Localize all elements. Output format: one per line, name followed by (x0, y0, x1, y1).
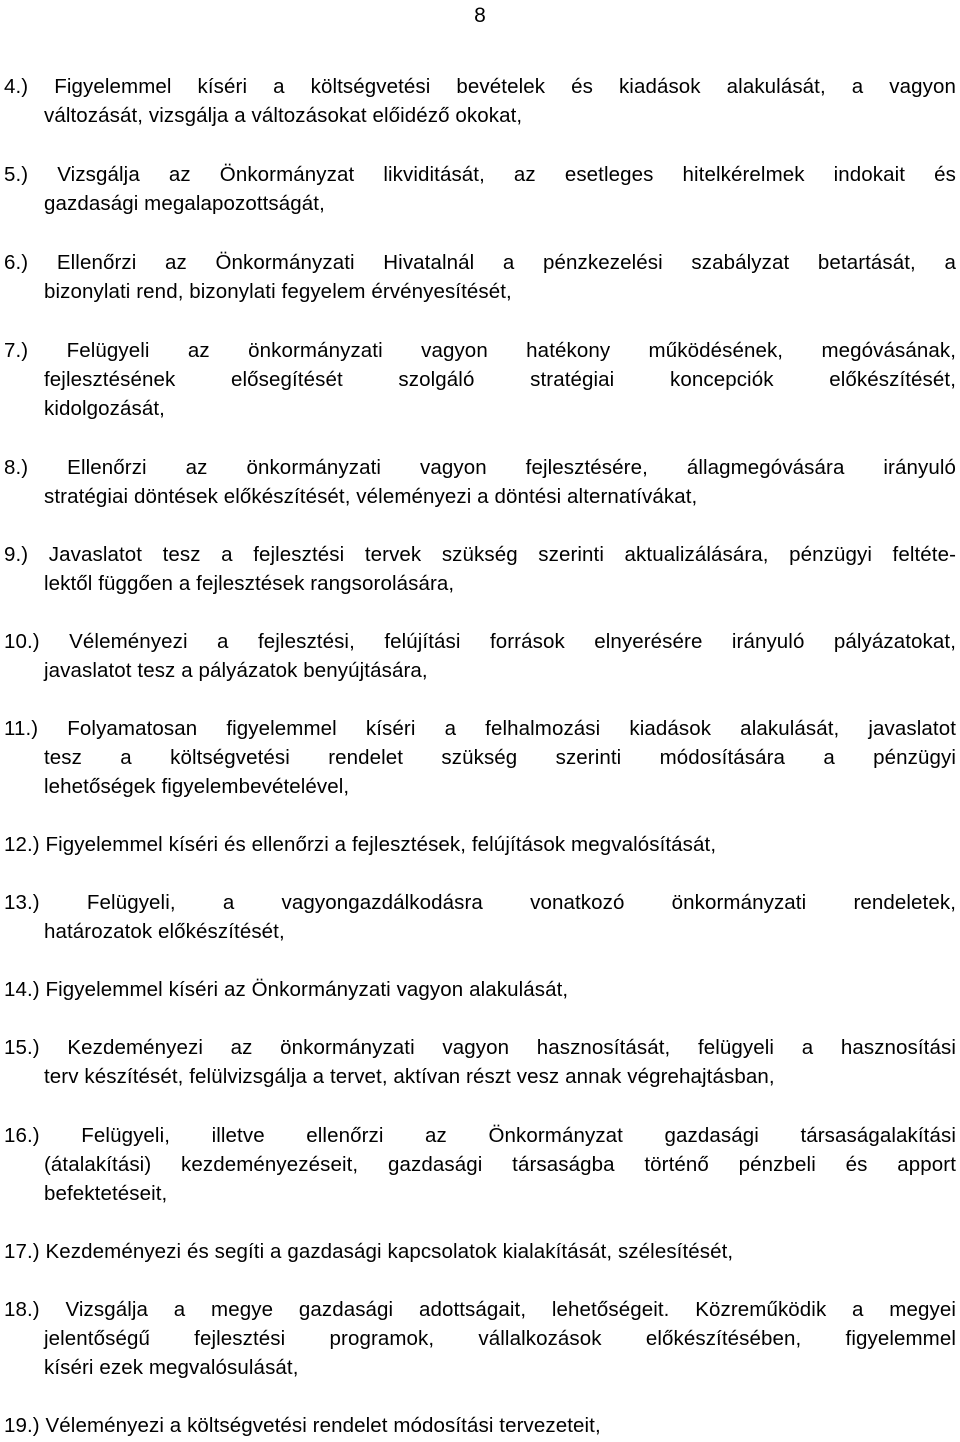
list-item (4, 1121, 956, 1208)
list-item (4, 1295, 956, 1382)
paragraph-line: 10.) Véleményezi a fejlesztési, felújítási források elnyerésére irányuló pályázatokat, (4, 630, 956, 653)
list-item (4, 540, 956, 598)
list-item (4, 248, 956, 306)
paragraph-line: 11.) Folyamatosan figyelemmel kíséri a felhalmozási kiadások alakulását, javaslatot (4, 717, 956, 740)
paragraph-line: 7.) Felügyeli az önkormányzati vagyon hatékony működésének, megóvásának, (4, 339, 956, 362)
paragraph-line: lehetőségek figyelembevételével, (44, 775, 350, 798)
paragraph-line: stratégiai döntések előkészítését, véleményezi a döntési alternatívákat, (44, 485, 698, 508)
list-item (4, 714, 956, 801)
paragraph-line: tesz a költségvetési rendelet szükség szerinti módosítására a pénzügyi (44, 746, 956, 769)
paragraph-line: lektől függően a fejlesztések rangsorolására, (44, 572, 455, 595)
paragraph-line: 4.) Figyelemmel kíséri a költségvetési bevételek és kiadások alakulását, a vagyon (4, 75, 956, 98)
paragraph-line: kidolgozását, (44, 397, 165, 420)
paragraph-line: 8.) Ellenőrzi az önkormányzati vagyon fejlesztésére, állagmegóvására irányuló (4, 456, 956, 479)
list-item (4, 975, 956, 1004)
paragraph-line: bizonylati rend, bizonylati fegyelem érvényesítését, (44, 280, 512, 303)
paragraph-line: 19.) Véleményezi a költségvetési rendelet módosítási tervezeteit, (4, 1414, 601, 1437)
paragraph-line: 6.) Ellenőrzi az Önkormányzati Hivatalnál a pénzkezelési szabályzat betartását, a (4, 251, 956, 274)
list-item (4, 1033, 956, 1091)
paragraph-line: 16.) Felügyeli, illetve ellenőrzi az Önkormányzat gazdasági társaságalakítási (4, 1124, 956, 1147)
paragraph-line: 17.) Kezdeményezi és segíti a gazdasági kapcsolatok kialakítását, szélesítését, (4, 1240, 734, 1263)
paragraph-line: változását, vizsgálja a változásokat előidéző okokat, (44, 104, 523, 127)
paragraph-line: gazdasági megalapozottságát, (44, 192, 325, 215)
paragraph-line: fejlesztésének elősegítését szolgáló stratégiai koncepciók előkészítését, (44, 368, 956, 391)
paragraph-line: 15.) Kezdeményezi az önkormányzati vagyon hasznosítását, felügyeli a hasznosítási (4, 1036, 956, 1059)
paragraph-line: terv készítését, felülvizsgálja a tervet, aktívan részt vesz annak végrehajtásban, (44, 1065, 775, 1088)
paragraph-line: 18.) Vizsgálja a megye gazdasági adottságait, lehetőségeit. Közreműködik a megyei (4, 1298, 956, 1321)
list-item (4, 830, 956, 859)
paragraph-line: (átalakítási) kezdeményezéseit, gazdasági társaságba történő pénzbeli és apport (44, 1153, 956, 1176)
paragraph-line: 12.) Figyelemmel kíséri és ellenőrzi a fejlesztések, felújítások megvalósítását, (4, 833, 717, 856)
list-item (4, 160, 956, 218)
list-item (4, 888, 956, 946)
list-item (4, 453, 956, 511)
paragraph-line: 9.) Javaslatot tesz a fejlesztési tervek szükség szerinti aktualizálására, pénzügyi feltéte- (4, 543, 956, 566)
paragraph-line: 5.) Vizsgálja az Önkormányzat likviditását, az esetleges hitelkérelmek indokait és (4, 163, 956, 186)
paragraph-line: javaslatot tesz a pályázatok benyújtására, (44, 659, 428, 682)
list-item (4, 627, 956, 685)
paragraph-line: határozatok előkészítését, (44, 920, 285, 943)
paragraph-line: 14.) Figyelemmel kíséri az Önkormányzati vagyon alakulását, (4, 978, 569, 1001)
paragraph-line: 13.) Felügyeli, a vagyongazdálkodásra vonatkozó önkormányzati rendeletek, (4, 891, 956, 914)
paragraph-line: kíséri ezek megvalósulását, (44, 1356, 299, 1379)
paragraph-line: befektetéseit, (44, 1182, 168, 1205)
list-item (4, 336, 956, 423)
paragraph-line: jelentőségű fejlesztési programok, vállalkozások előkészítésében, figyelemmel (44, 1327, 956, 1350)
list-item (4, 72, 956, 130)
page-number: 8 (474, 4, 486, 27)
list-item (4, 1411, 956, 1440)
list-item (4, 1237, 956, 1266)
